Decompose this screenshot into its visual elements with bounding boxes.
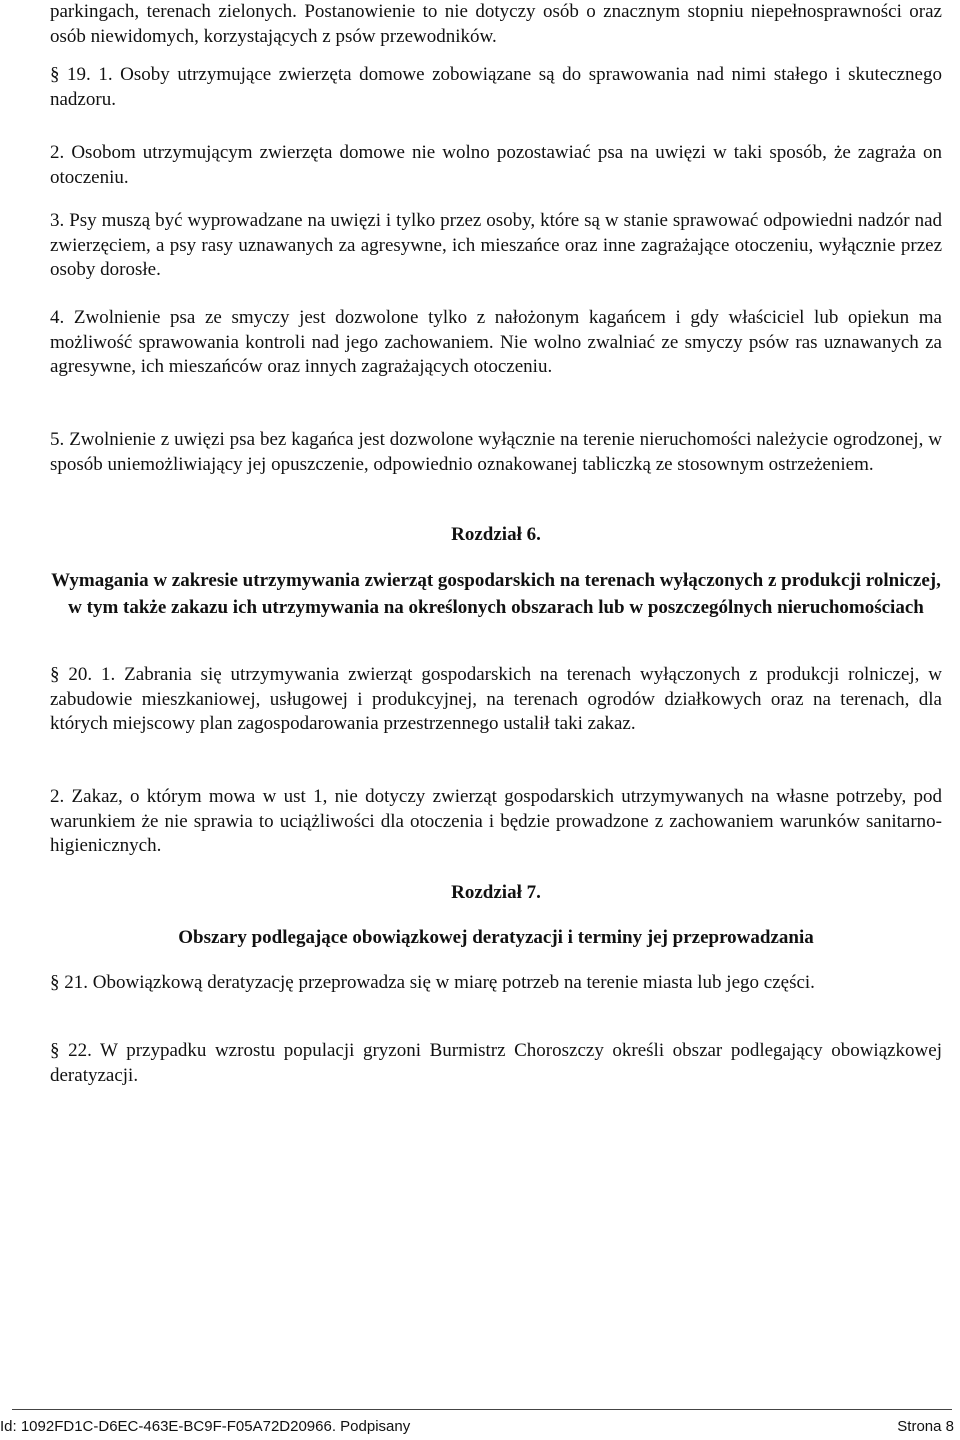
paragraph-section-19-5: 5. Zwolnienie z uwięzi psa bez kagańca jest dozwolone wyłącznie na terenie nieruchomości należycie ogrodzonej, w sposób uniemożliwiający jej opuszczenie, odpowiednio oznakowanej tabliczką ze stosownym ostrzeżeniem. xyxy=(50,429,942,475)
footer-document-id: Id: 1092FD1C-D6EC-463E-BC9F-F05A72D20966. Podpisany xyxy=(0,1418,411,1435)
footer-page-number: Strona 8 xyxy=(897,1418,954,1435)
paragraph-section-19-1: § 19. 1. Osoby utrzymujące zwierzęta domowe zobowiązane są do sprawowania nad nimi stałego i skutecznego nadzoru. xyxy=(50,64,942,110)
paragraph-section-20-2: 2. Zakaz, o którym mowa w ust 1, nie dotyczy zwierząt gospodarskich utrzymywanych na własne potrzeby, pod warunkiem że nie sprawia to uciążliwości dla otoczenia i będzie prowadzone z zachowaniem warunków sanitarno-higienicznych. xyxy=(50,786,942,856)
paragraph-section-22: § 22. W przypadku wzrostu populacji gryzoni Burmistrz Choroszczy określi obszar podlegający obowiązkowej deratyzacji. xyxy=(50,1040,942,1086)
paragraph-section-21: § 21. Obowiązkową deratyzację przeprowadza się w miarę potrzeb na terenie miasta lub jego części. xyxy=(50,972,815,993)
paragraph-section-19-2: 2. Osobom utrzymującym zwierzęta domowe nie wolno pozostawiać psa na uwięzi w taki sposób, że zagraża on otoczeniu. xyxy=(50,142,942,188)
paragraph-section-19-3: 3. Psy muszą być wyprowadzane na uwięzi i tylko przez osoby, które są w stanie sprawować odpowiedni nadzór nad zwierzęciem, a psy rasy uznawanych za agresywne, ich mieszańce oraz inne zagrażające otoczeniu, wyłącznie przez osoby dorosłe. xyxy=(50,210,942,280)
chapter-6-label: Rozdział 6. xyxy=(451,524,541,545)
chapter-7-label: Rozdział 7. xyxy=(451,882,541,903)
footer-divider xyxy=(12,1409,952,1410)
paragraph-section-20-1: § 20. 1. Zabrania się utrzymywania zwierząt gospodarskich na terenach wyłączonych z produkcji rolniczej, w zabudowie mieszkaniowej, usługowej i produkcyjnej, na terenach ogrodów działkowych oraz na terenach, dla których miejscowy plan zagospodarowania przestrzennego ustalił taki zakaz. xyxy=(50,664,942,734)
paragraph-section-19-4: 4. Zwolnienie psa ze smyczy jest dozwolone tylko z nałożonym kagańcem i gdy właściciel lub opiekun ma możliwość sprawowania kontroli nad jego zachowaniem. Nie wolno zwalniać ze smyczy psów ras uznawanych za agresywne, ich mieszańców oraz innych zagrażających otoczeniu. xyxy=(50,307,942,377)
chapter-7-title: Obszary podlegające obowiązkowej deratyzacji i terminy jej przeprowadzania xyxy=(178,927,814,948)
chapter-6-title: Wymagania w zakresie utrzymywania zwierząt gospodarskich na terenach wyłączonych z produkcji rolniczej, w tym także zakazu ich utrzymywania na określonych obszarach lub w poszczególnych nieruchomościach xyxy=(51,570,941,618)
paragraph-continuation: parkingach, terenach zielonych. Postanowienie to nie dotyczy osób o znacznym stopniu niepełnosprawności oraz osób niewidomych, korzystających z psów przewodników. xyxy=(50,1,942,47)
